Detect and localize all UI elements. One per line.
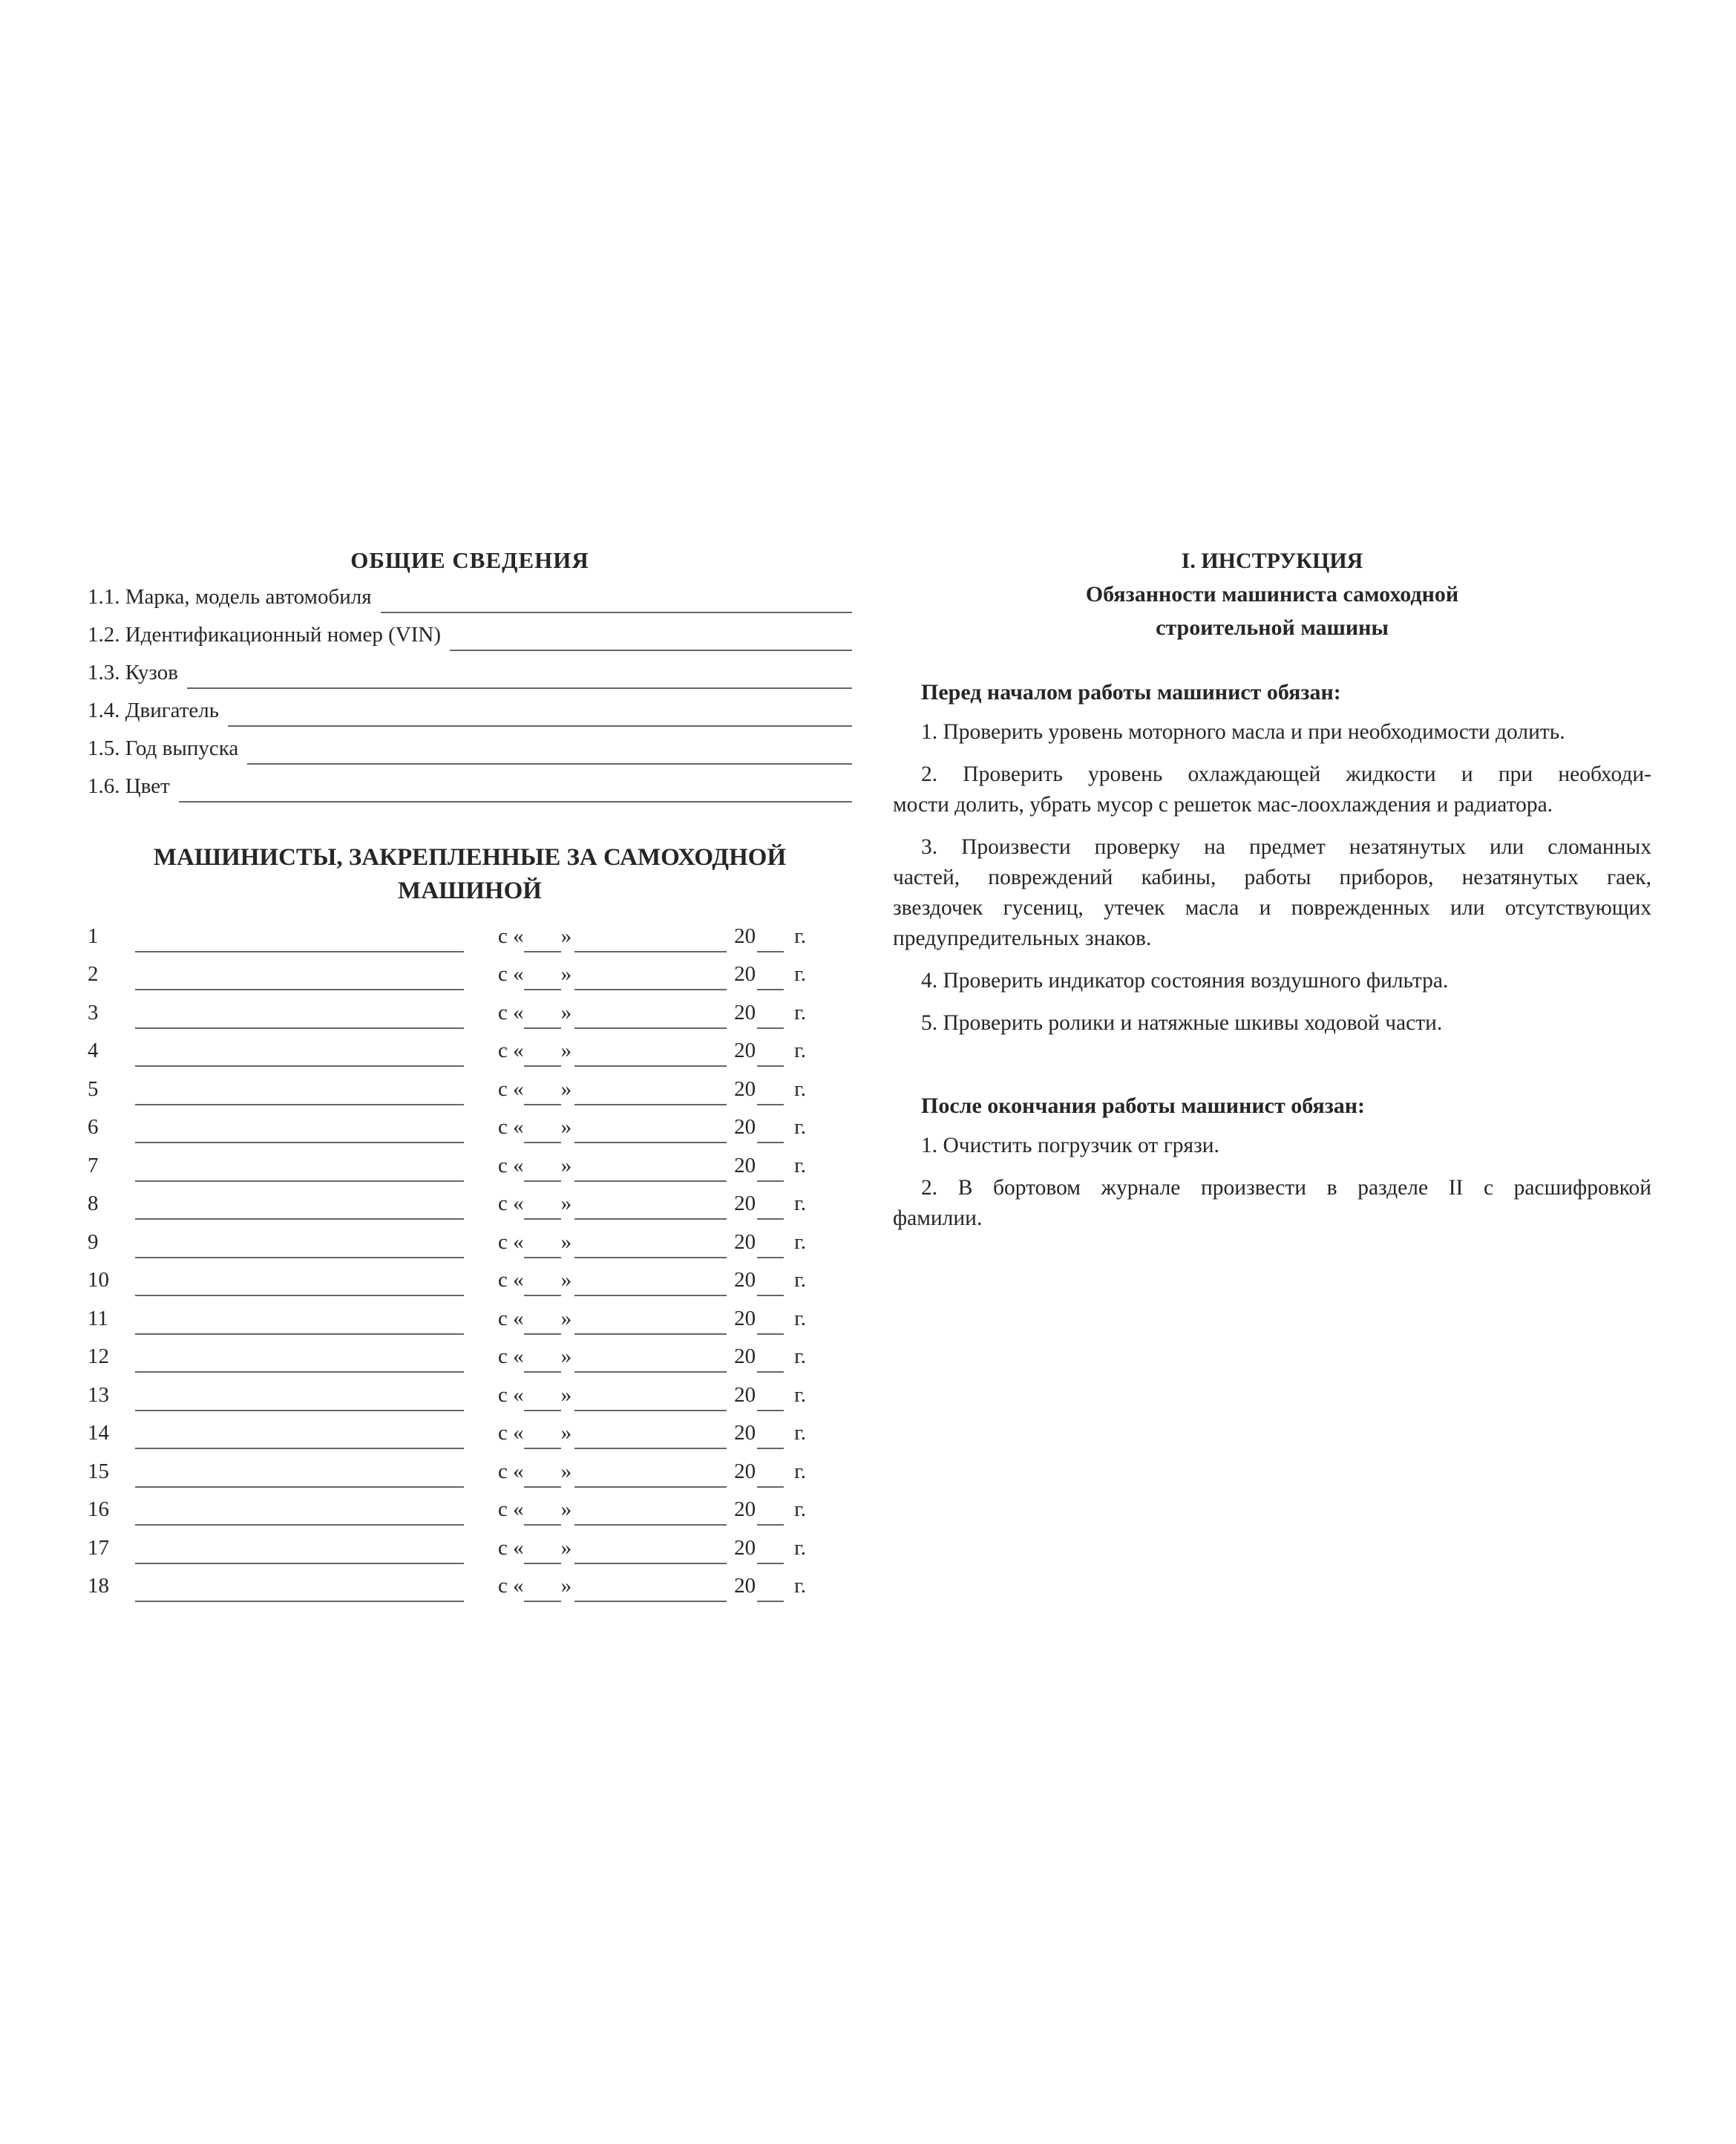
text-line: 1. Проверить уровень моторного масла и при необходимости долить. [921, 720, 1565, 744]
year-blank[interactable] [757, 1419, 784, 1449]
machinist-name-blank[interactable] [135, 961, 464, 990]
year-suffix: г. [794, 1535, 806, 1560]
info-field-label: 1.3. Кузов [88, 661, 178, 684]
year-prefix: 20 [734, 1153, 756, 1177]
before-work-item-1 [893, 717, 1651, 748]
close-quote: » [560, 1459, 572, 1483]
close-quote: » [560, 1039, 572, 1062]
year-suffix: г. [794, 1192, 806, 1215]
text-line: 3. Произвести проверку на предмет незатянутых или сломанных [921, 835, 1651, 859]
machinist-row [88, 1373, 852, 1411]
month-blank[interactable] [574, 1190, 727, 1220]
info-field-blank[interactable] [187, 658, 852, 689]
year-blank[interactable] [757, 1190, 784, 1220]
general-info-fields [88, 575, 852, 803]
year-prefix: 20 [734, 1459, 756, 1483]
general-info-title: ОБЩИЕ СВЕДЕНИЯ [350, 547, 589, 573]
year-suffix: г. [794, 1344, 806, 1368]
year-blank[interactable] [757, 1572, 784, 1602]
machinist-name-blank[interactable] [135, 999, 464, 1029]
before-work-item-2 [893, 759, 1651, 820]
day-blank[interactable] [524, 1076, 561, 1105]
day-blank[interactable] [524, 1382, 561, 1411]
machinist-row [88, 1143, 852, 1182]
machinist-row-number: 12 [88, 1344, 109, 1368]
year-blank[interactable] [757, 1152, 784, 1182]
year-suffix: г. [794, 1229, 806, 1254]
text-line: 2. Проверить уровень охлаждающей жидкости и при необходи- [921, 762, 1651, 786]
info-field-label: 1.2. Идентификационный номер (VIN) [88, 623, 441, 647]
close-quote: » [560, 962, 572, 986]
close-quote: » [560, 924, 572, 948]
year-prefix: 20 [734, 1000, 756, 1024]
date-from-open-quote: с « [498, 1459, 524, 1483]
machinist-name-blank[interactable] [135, 1572, 464, 1602]
date-from-open-quote: с « [498, 1039, 524, 1062]
page-right [893, 544, 1651, 1234]
machinist-row-number: 4 [88, 1039, 99, 1062]
year-prefix: 20 [734, 1192, 756, 1215]
close-quote: » [560, 1574, 572, 1598]
machinist-row-number: 16 [88, 1497, 109, 1521]
machinists-title: МАШИНИСТЫ, ЗАКРЕПЛЕННЫЕ ЗА САМОХОДНОЙ МАШИНОЙ [153, 844, 787, 904]
info-field-blank[interactable] [450, 620, 852, 651]
info-field-blank[interactable] [179, 771, 852, 803]
machinist-name-blank[interactable] [135, 1496, 464, 1526]
machinist-name-blank[interactable] [135, 1114, 464, 1143]
day-blank[interactable] [524, 1267, 561, 1296]
month-blank[interactable] [574, 999, 727, 1029]
year-prefix: 20 [734, 1039, 756, 1062]
close-quote: » [560, 1268, 572, 1292]
date-from-open-quote: с « [498, 1268, 524, 1292]
year-suffix: г. [794, 1039, 806, 1062]
after-work-item-1 [893, 1131, 1651, 1161]
year-blank[interactable] [757, 1343, 784, 1373]
date-from-open-quote: с « [498, 1497, 524, 1521]
text-line: 2. В бортовом журнале произвести в разделе II с расшифровкой [921, 1176, 1651, 1200]
machinist-row-number: 17 [88, 1535, 109, 1560]
machinist-row-number: 10 [88, 1268, 109, 1292]
year-suffix: г. [794, 1497, 806, 1521]
machinist-row [88, 1258, 852, 1297]
before-work-item-3 [893, 832, 1651, 954]
machinist-row-number: 8 [88, 1192, 99, 1215]
machinist-name-blank[interactable] [135, 1190, 464, 1220]
machinist-name-blank[interactable] [135, 1152, 464, 1182]
date-from-open-quote: с « [498, 1306, 524, 1330]
year-blank[interactable] [757, 923, 784, 952]
day-blank[interactable] [524, 923, 561, 952]
machinist-name-blank[interactable] [135, 1382, 464, 1411]
year-prefix: 20 [734, 962, 756, 986]
month-blank[interactable] [574, 1572, 727, 1602]
year-blank[interactable] [757, 1496, 784, 1526]
machinist-name-blank[interactable] [135, 1458, 464, 1488]
year-suffix: г. [794, 1306, 806, 1330]
machinist-row-number: 7 [88, 1153, 99, 1177]
info-field-label: 1.5. Год выпуска [88, 736, 239, 760]
text-line: 5. Проверить ролики и натяжные шкивы ходовой части. [921, 1011, 1443, 1035]
year-prefix: 20 [734, 1497, 756, 1521]
machinist-row [88, 914, 852, 952]
machinist-name-blank[interactable] [135, 923, 464, 952]
machinist-row [88, 1488, 852, 1526]
day-blank[interactable] [524, 1229, 561, 1258]
instruction-title: I. ИНСТРУКЦИЯ [1181, 549, 1363, 573]
date-from-open-quote: с « [498, 1535, 524, 1560]
machinist-name-blank[interactable] [135, 1037, 464, 1067]
machinist-name-blank[interactable] [135, 1267, 464, 1296]
year-suffix: г. [794, 1459, 806, 1483]
year-suffix: г. [794, 962, 806, 986]
date-from-open-quote: с « [498, 924, 524, 948]
year-suffix: г. [794, 1382, 806, 1407]
close-quote: » [560, 1076, 572, 1101]
year-prefix: 20 [734, 1268, 756, 1292]
after-work-heading: После окончания работы машинист обязан: [921, 1094, 1366, 1118]
text-line: 1. Очистить погрузчик от грязи. [921, 1134, 1219, 1157]
year-prefix: 20 [734, 1344, 756, 1368]
month-blank[interactable] [574, 1037, 727, 1067]
day-blank[interactable] [524, 1343, 561, 1373]
info-field-row [88, 765, 852, 803]
year-blank[interactable] [757, 961, 784, 990]
year-suffix: г. [794, 1268, 806, 1292]
machinist-row [88, 1182, 852, 1220]
year-blank[interactable] [757, 1267, 784, 1296]
month-blank[interactable] [574, 1305, 727, 1335]
date-from-open-quote: с « [498, 1574, 524, 1598]
info-field-label: 1.4. Двигатель [88, 699, 220, 722]
machinist-row [88, 1335, 852, 1373]
year-suffix: г. [794, 1115, 806, 1139]
machinist-row [88, 1105, 852, 1144]
date-from-open-quote: с « [498, 1229, 524, 1254]
year-suffix: г. [794, 1076, 806, 1101]
machinist-row [88, 952, 852, 991]
day-blank[interactable] [524, 1419, 561, 1449]
month-blank[interactable] [574, 1458, 727, 1488]
month-blank[interactable] [574, 1152, 727, 1182]
year-blank[interactable] [757, 1535, 784, 1564]
machinist-row [88, 1029, 852, 1068]
date-from-open-quote: с « [498, 1421, 524, 1445]
text-line: звездочек гусениц, утечек масла и поврежденных или отсутствующих [893, 896, 1651, 920]
machinist-row [88, 1526, 852, 1564]
year-prefix: 20 [734, 924, 756, 948]
machinist-row-number: 14 [88, 1421, 109, 1445]
date-from-open-quote: с « [498, 1344, 524, 1368]
text-line: фамилии. [893, 1206, 983, 1230]
instruction-subtitle-line1: Обязанности машиниста самоходной [1085, 582, 1459, 607]
machinist-row-number: 2 [88, 962, 99, 986]
after-work-item-2 [893, 1173, 1651, 1234]
machinist-row [88, 1564, 852, 1603]
year-blank[interactable] [757, 1458, 784, 1488]
close-quote: » [560, 1000, 572, 1024]
year-prefix: 20 [734, 1076, 756, 1101]
year-blank[interactable] [757, 1382, 784, 1411]
machinist-row-number: 18 [88, 1574, 109, 1598]
before-work-heading: Перед началом работы машинист обязан: [921, 680, 1341, 705]
close-quote: » [560, 1382, 572, 1407]
date-from-open-quote: с « [498, 1192, 524, 1215]
info-field-row [88, 727, 852, 765]
day-blank[interactable] [524, 999, 561, 1029]
month-blank[interactable] [574, 1419, 727, 1449]
close-quote: » [560, 1535, 572, 1560]
month-blank[interactable] [574, 1382, 727, 1411]
year-prefix: 20 [734, 1421, 756, 1445]
machinist-row [88, 1067, 852, 1105]
close-quote: » [560, 1344, 572, 1368]
machinist-name-blank[interactable] [135, 1343, 464, 1373]
year-prefix: 20 [734, 1574, 756, 1598]
machinists-list [88, 914, 852, 1602]
date-from-open-quote: с « [498, 1000, 524, 1024]
day-blank[interactable] [524, 1037, 561, 1067]
month-blank[interactable] [574, 1343, 727, 1373]
month-blank[interactable] [574, 1076, 727, 1105]
machinist-row [88, 1220, 852, 1258]
info-field-row [88, 689, 852, 727]
year-prefix: 20 [734, 1115, 756, 1139]
close-quote: » [560, 1421, 572, 1445]
machinist-row-number: 9 [88, 1229, 99, 1254]
close-quote: » [560, 1497, 572, 1521]
machinist-row [88, 990, 852, 1029]
info-field-label: 1.1. Марка, модель автомобиля [88, 585, 372, 609]
info-field-blank[interactable] [228, 696, 852, 727]
day-blank[interactable] [524, 961, 561, 990]
year-blank[interactable] [757, 1305, 784, 1335]
year-suffix: г. [794, 1153, 806, 1177]
year-prefix: 20 [734, 1306, 756, 1330]
date-from-open-quote: с « [498, 962, 524, 986]
month-blank[interactable] [574, 1267, 727, 1296]
date-from-open-quote: с « [498, 1382, 524, 1407]
day-blank[interactable] [524, 1535, 561, 1564]
month-blank[interactable] [574, 923, 727, 952]
close-quote: » [560, 1115, 572, 1139]
day-blank[interactable] [524, 1152, 561, 1182]
machinist-row-number: 15 [88, 1459, 109, 1483]
machinist-name-blank[interactable] [135, 1076, 464, 1105]
machinist-row [88, 1449, 852, 1488]
month-blank[interactable] [574, 1114, 727, 1143]
date-from-open-quote: с « [498, 1115, 524, 1139]
machinist-row-number: 6 [88, 1115, 99, 1139]
info-field-label: 1.6. Цвет [88, 774, 170, 798]
day-blank[interactable] [524, 1114, 561, 1143]
machinist-row-number: 13 [88, 1382, 109, 1407]
text-line: частей, повреждений кабины, работы приборов, незатянутых гаек, [893, 866, 1651, 889]
info-field-row [88, 613, 852, 651]
before-work-item-5 [893, 1008, 1651, 1039]
date-from-open-quote: с « [498, 1076, 524, 1101]
close-quote: » [560, 1306, 572, 1330]
text-line: мости долить, убрать мусор с решеток мас-лоохлаждения и радиатора. [893, 793, 1553, 817]
machinist-row-number: 11 [88, 1306, 108, 1330]
machinist-name-blank[interactable] [135, 1229, 464, 1258]
machinist-name-blank[interactable] [135, 1535, 464, 1564]
machinist-name-blank[interactable] [135, 1419, 464, 1449]
info-field-row [88, 575, 852, 613]
text-line: 4. Проверить индикатор состояния воздушного фильтра. [921, 969, 1449, 993]
year-blank[interactable] [757, 1037, 784, 1067]
day-blank[interactable] [524, 1572, 561, 1602]
date-from-open-quote: с « [498, 1153, 524, 1177]
before-work-item-4 [893, 966, 1651, 996]
machinist-row-number: 5 [88, 1076, 99, 1101]
machinist-name-blank[interactable] [135, 1305, 464, 1335]
machinist-row-number: 3 [88, 1000, 99, 1024]
year-prefix: 20 [734, 1229, 756, 1254]
close-quote: » [560, 1229, 572, 1254]
close-quote: » [560, 1153, 572, 1177]
page-left [88, 546, 852, 1602]
month-blank[interactable] [574, 1496, 727, 1526]
day-blank[interactable] [524, 1458, 561, 1488]
month-blank[interactable] [574, 961, 727, 990]
instruction-subtitle-line2: строительной машины [1156, 615, 1389, 640]
day-blank[interactable] [524, 1496, 561, 1526]
year-prefix: 20 [734, 1382, 756, 1407]
day-blank[interactable] [524, 1190, 561, 1220]
machinist-row [88, 1411, 852, 1450]
text-line: предупредительных знаков. [893, 926, 1152, 950]
info-field-row [88, 651, 852, 689]
machinist-row [88, 1296, 852, 1335]
year-blank[interactable] [757, 1229, 784, 1258]
month-blank[interactable] [574, 1535, 727, 1564]
close-quote: » [560, 1192, 572, 1215]
year-blank[interactable] [757, 999, 784, 1029]
info-field-blank[interactable] [381, 582, 852, 613]
year-suffix: г. [794, 1574, 806, 1598]
machinist-row-number: 1 [88, 924, 99, 948]
year-prefix: 20 [734, 1535, 756, 1560]
year-blank[interactable] [757, 1114, 784, 1143]
year-suffix: г. [794, 1000, 806, 1024]
year-blank[interactable] [757, 1076, 784, 1105]
day-blank[interactable] [524, 1305, 561, 1335]
year-suffix: г. [794, 924, 806, 948]
info-field-blank[interactable] [247, 733, 852, 765]
year-suffix: г. [794, 1421, 806, 1445]
month-blank[interactable] [574, 1229, 727, 1258]
